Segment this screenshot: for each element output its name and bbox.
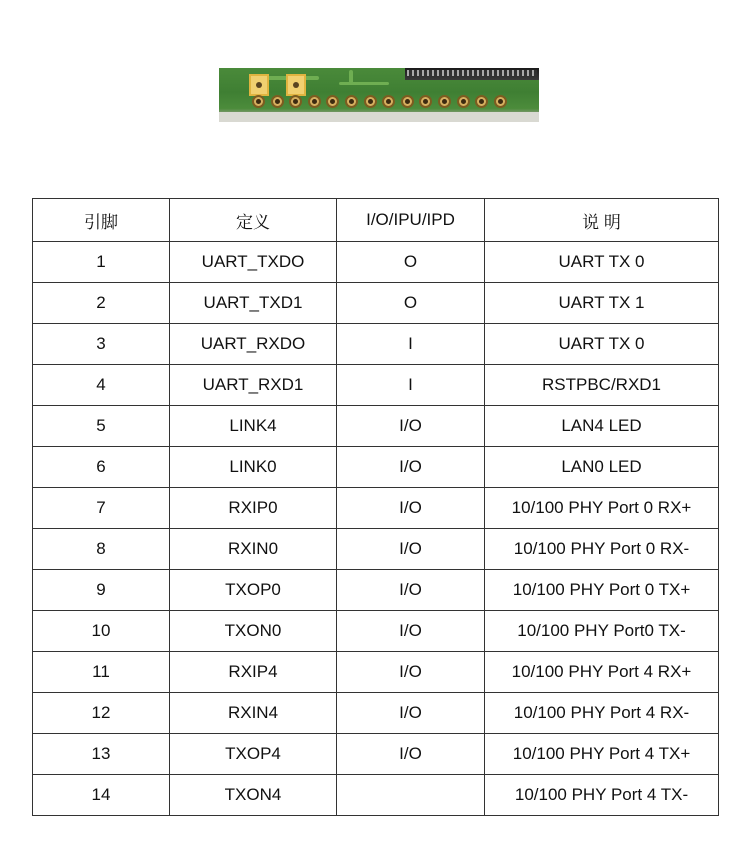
- io-type-cell: I/O: [337, 693, 485, 734]
- definition-cell: RXIN4: [170, 693, 337, 734]
- pcb-pin-pad: [289, 95, 302, 108]
- table-row: [33, 693, 719, 734]
- pin-number-cell: 1: [33, 242, 170, 283]
- definition-cell: LINK4: [170, 406, 337, 447]
- definition-cell: RXIP4: [170, 652, 337, 693]
- definition-cell: TXOP0: [170, 570, 337, 611]
- pin-number-cell: 2: [33, 283, 170, 324]
- description-cell: 10/100 PHY Port 0 RX-: [485, 529, 719, 570]
- definition-cell: UART_RXD1: [170, 365, 337, 406]
- table-row: [33, 488, 719, 529]
- description-cell: 10/100 PHY Port 4 RX+: [485, 652, 719, 693]
- definition-cell: UART_RXDO: [170, 324, 337, 365]
- description-cell: 10/100 PHY Port0 TX-: [485, 611, 719, 652]
- io-type-cell: I/O: [337, 529, 485, 570]
- table-header-row: [33, 199, 719, 242]
- pcb-pin-pad: [475, 95, 488, 108]
- description-cell: LAN0 LED: [485, 447, 719, 488]
- pcb-edge-strip: [219, 112, 539, 122]
- table-row: [33, 611, 719, 652]
- pcb-connector-pins: [407, 70, 537, 76]
- pin-number-cell: 5: [33, 406, 170, 447]
- pcb-pin-pad: [252, 95, 265, 108]
- io-type-cell: I/O: [337, 447, 485, 488]
- definition-cell: LINK0: [170, 447, 337, 488]
- table-row: [33, 324, 719, 365]
- description-cell: UART TX 0: [485, 242, 719, 283]
- description-cell: 10/100 PHY Port 0 TX+: [485, 570, 719, 611]
- pcb-pin-pad: [382, 95, 395, 108]
- table-row: [33, 775, 719, 816]
- table-row: [33, 283, 719, 324]
- pin-number-cell: 3: [33, 324, 170, 365]
- pcb-pin-pad: [308, 95, 321, 108]
- header-definition: 定义: [170, 199, 337, 242]
- pcb-pin-pad: [494, 95, 507, 108]
- table-row: [33, 529, 719, 570]
- io-type-cell: I/O: [337, 406, 485, 447]
- pin-number-cell: 7: [33, 488, 170, 529]
- pin-definition-table: [32, 198, 719, 816]
- io-type-cell: O: [337, 283, 485, 324]
- description-cell: UART TX 1: [485, 283, 719, 324]
- table-row: [33, 734, 719, 775]
- io-type-cell: I/O: [337, 652, 485, 693]
- pcb-pin-pad: [457, 95, 470, 108]
- pcb-square-pad: [286, 74, 306, 96]
- description-cell: 10/100 PHY Port 4 TX-: [485, 775, 719, 816]
- pin-number-cell: 13: [33, 734, 170, 775]
- header-io-type: I/O/IPU/IPD: [337, 199, 485, 242]
- definition-cell: TXON4: [170, 775, 337, 816]
- pin-number-cell: 12: [33, 693, 170, 734]
- pcb-pin-pad: [438, 95, 451, 108]
- definition-cell: TXON0: [170, 611, 337, 652]
- description-cell: 10/100 PHY Port 4 RX-: [485, 693, 719, 734]
- io-type-cell: I: [337, 324, 485, 365]
- pcb-pin-pad: [419, 95, 432, 108]
- pcb-pin-pad: [401, 95, 414, 108]
- description-cell: LAN4 LED: [485, 406, 719, 447]
- description-cell: RSTPBC/RXD1: [485, 365, 719, 406]
- header-description: 说 明: [485, 199, 719, 242]
- pin-number-cell: 10: [33, 611, 170, 652]
- pin-number-cell: 9: [33, 570, 170, 611]
- pin-number-cell: 11: [33, 652, 170, 693]
- header-pin: 引脚: [33, 199, 170, 242]
- pcb-pin-pad: [345, 95, 358, 108]
- table-row: [33, 570, 719, 611]
- io-type-cell: I: [337, 365, 485, 406]
- io-type-cell: I/O: [337, 734, 485, 775]
- io-type-cell: I/O: [337, 570, 485, 611]
- table-row: [33, 365, 719, 406]
- pcb-pin-pad: [364, 95, 377, 108]
- pcb-trace: [349, 70, 353, 84]
- io-type-cell: O: [337, 242, 485, 283]
- pcb-trace: [339, 82, 389, 85]
- pin-number-cell: 4: [33, 365, 170, 406]
- definition-cell: UART_TXDO: [170, 242, 337, 283]
- io-type-cell: I/O: [337, 611, 485, 652]
- description-cell: UART TX 0: [485, 324, 719, 365]
- table-row: [33, 447, 719, 488]
- io-type-cell: [337, 775, 485, 816]
- pin-number-cell: 14: [33, 775, 170, 816]
- definition-cell: RXIP0: [170, 488, 337, 529]
- pcb-pin-pad: [271, 95, 284, 108]
- definition-cell: TXOP4: [170, 734, 337, 775]
- definition-cell: UART_TXD1: [170, 283, 337, 324]
- definition-cell: RXIN0: [170, 529, 337, 570]
- table-row: [33, 242, 719, 283]
- pcb-pin-pad: [326, 95, 339, 108]
- table-row: [33, 406, 719, 447]
- description-cell: 10/100 PHY Port 0 RX+: [485, 488, 719, 529]
- io-type-cell: I/O: [337, 488, 485, 529]
- pin-number-cell: 6: [33, 447, 170, 488]
- table-row: [33, 652, 719, 693]
- description-cell: 10/100 PHY Port 4 TX+: [485, 734, 719, 775]
- pcb-header-photo: [219, 68, 539, 122]
- pcb-square-pad: [249, 74, 269, 96]
- pin-number-cell: 8: [33, 529, 170, 570]
